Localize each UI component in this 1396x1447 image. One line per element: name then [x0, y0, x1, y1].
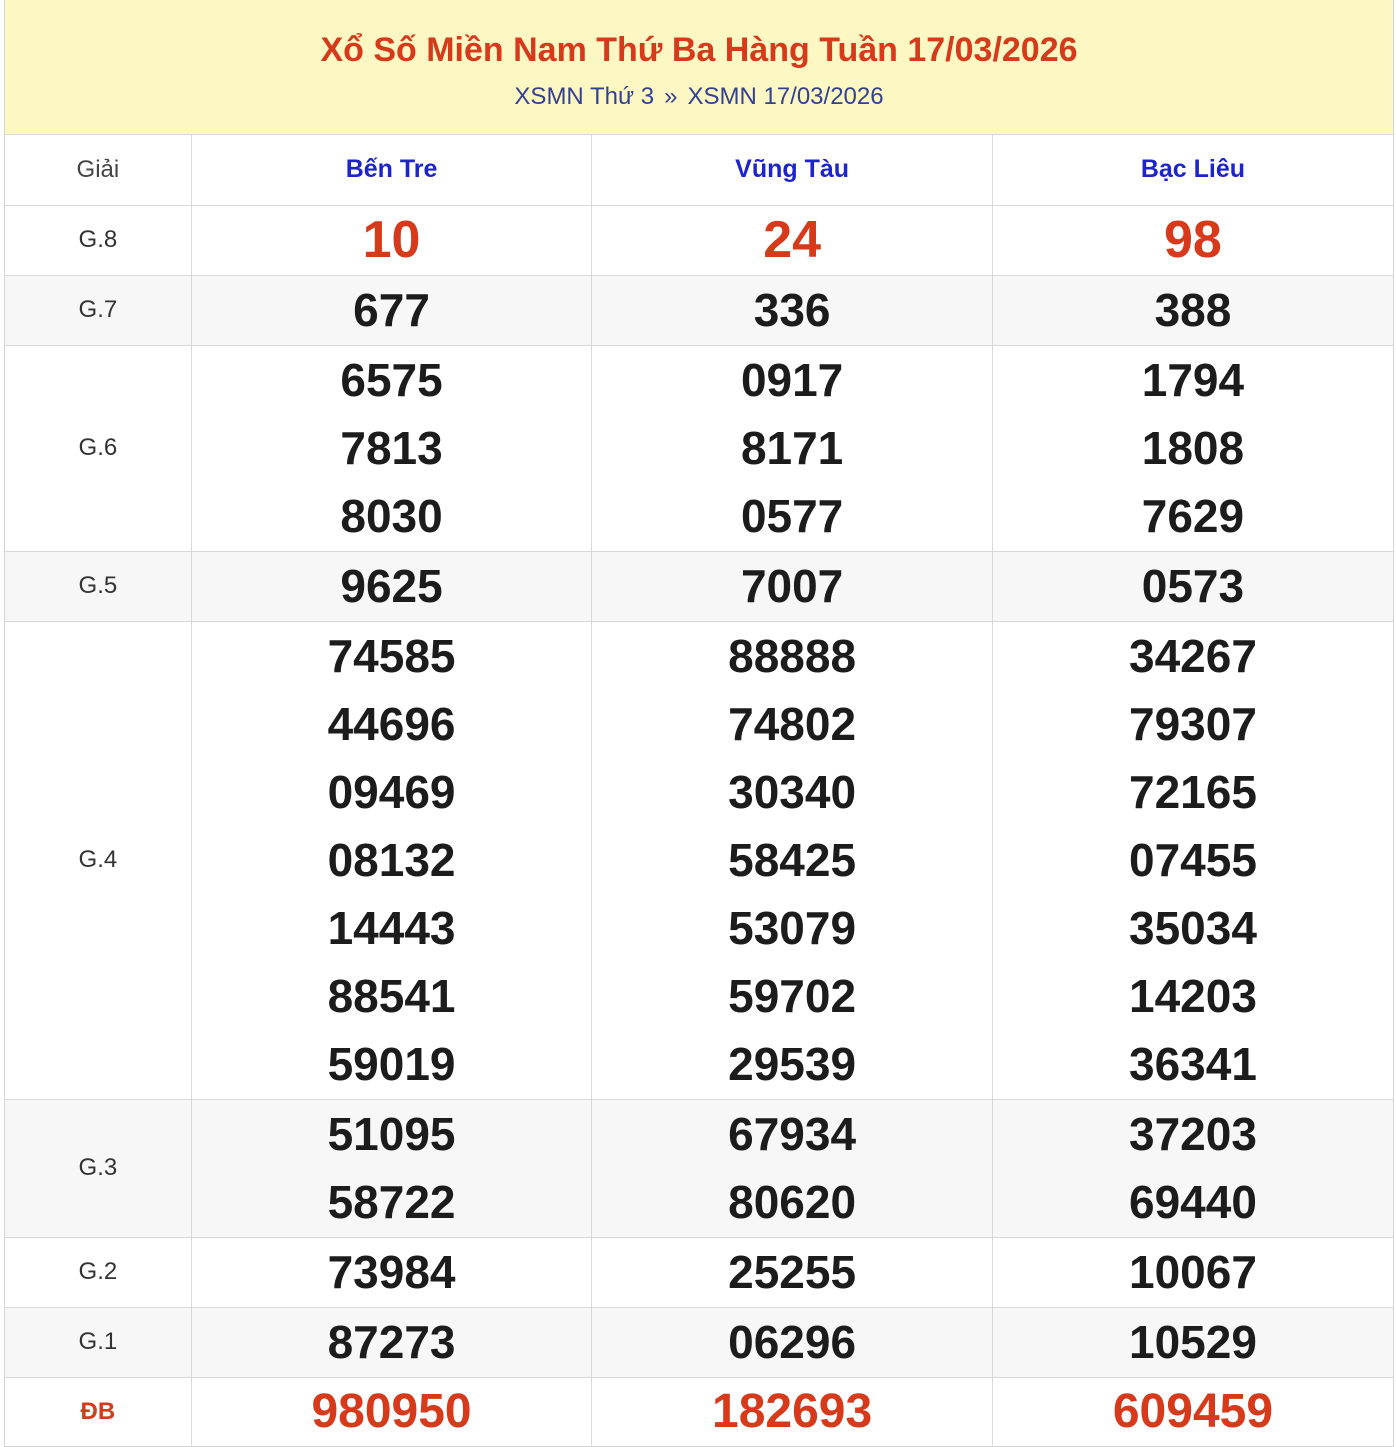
prize-label: ĐB	[5, 1377, 191, 1447]
result-cell-bac-lieu	[992, 1099, 1393, 1237]
result-cell-ben-tre	[191, 205, 592, 275]
result-number: 51095	[327, 1108, 456, 1160]
prize-label: G.4	[5, 621, 191, 1099]
result-number: 06296	[728, 1316, 857, 1368]
result-number: 182693	[712, 1385, 873, 1438]
result-cell-bac-lieu	[992, 345, 1393, 551]
result-cell-bac-lieu	[992, 621, 1393, 1099]
prize-label: G.6	[5, 345, 191, 551]
page-title: Xổ Số Miền Nam Thứ Ba Hàng Tuần 17/03/2026	[320, 31, 1078, 69]
breadcrumb-link-date[interactable]: XSMN 17/03/2026	[687, 83, 884, 110]
result-number: 10067	[1128, 1246, 1257, 1298]
result-cell-bac-lieu	[992, 275, 1393, 345]
result-number: 07455	[1128, 834, 1257, 886]
prize-label: G.1	[5, 1307, 191, 1377]
result-number: 980950	[311, 1385, 472, 1438]
result-cell-ben-tre	[191, 621, 592, 1099]
result-number: 9625	[340, 560, 443, 612]
prize-row	[5, 275, 1393, 345]
prize-column-header: Giải	[5, 135, 191, 205]
breadcrumb-link-weekday[interactable]: XSMN Thứ 3	[514, 83, 655, 110]
result-number: 7813	[340, 422, 443, 474]
result-number: 09469	[327, 766, 456, 818]
result-number: 37203	[1128, 1108, 1257, 1160]
results-table	[5, 135, 1393, 1447]
result-number: 44696	[327, 698, 456, 750]
result-number: 08132	[327, 834, 456, 886]
result-number: 59019	[327, 1038, 456, 1090]
result-cell-vung-tau	[592, 1237, 993, 1307]
result-number: 677	[353, 284, 430, 336]
result-cell-ben-tre	[191, 275, 592, 345]
result-number: 1808	[1141, 422, 1245, 474]
result-cell-vung-tau	[592, 551, 993, 621]
prize-label: G.2	[5, 1237, 191, 1307]
result-number: 30340	[728, 766, 857, 818]
result-number: 8171	[740, 422, 844, 474]
breadcrumb	[5, 82, 1393, 112]
result-number: 336	[753, 284, 831, 336]
prize-row	[5, 1099, 1393, 1237]
result-number: 0573	[1141, 560, 1245, 612]
result-cell-vung-tau	[592, 205, 993, 275]
results-panel	[4, 0, 1394, 1447]
prize-row	[5, 1237, 1393, 1307]
result-number: 58425	[728, 834, 857, 886]
result-number: 1794	[1141, 354, 1245, 406]
prize-row	[5, 1377, 1393, 1447]
result-cell-ben-tre	[191, 1099, 592, 1237]
result-number: 388	[1154, 284, 1232, 336]
result-cell-vung-tau	[592, 1307, 993, 1377]
prize-row	[5, 345, 1393, 551]
result-cell-ben-tre	[191, 1237, 592, 1307]
result-number: 87273	[327, 1316, 456, 1368]
prize-row	[5, 621, 1393, 1099]
result-cell-bac-lieu	[992, 551, 1393, 621]
province-header-vung-tau[interactable]: Vũng Tàu	[592, 135, 993, 205]
result-number: 7007	[740, 560, 844, 612]
result-number: 34267	[1128, 630, 1257, 682]
breadcrumb-separator: »	[664, 83, 678, 110]
result-number: 98	[1164, 211, 1222, 269]
result-number: 14443	[327, 902, 456, 954]
result-number: 29539	[728, 1038, 857, 1090]
prize-row	[5, 1307, 1393, 1377]
result-number: 7629	[1141, 490, 1245, 542]
prize-label: G.8	[5, 205, 191, 275]
result-cell-vung-tau	[592, 1099, 993, 1237]
prize-label: G.7	[5, 275, 191, 345]
result-number: 24	[763, 211, 822, 269]
result-cell-vung-tau	[592, 1377, 993, 1447]
result-cell-vung-tau	[592, 275, 993, 345]
result-number: 8030	[340, 490, 443, 542]
result-number: 0917	[740, 354, 844, 406]
result-cell-vung-tau	[592, 621, 993, 1099]
result-number: 73984	[327, 1246, 456, 1298]
result-number: 88888	[728, 630, 857, 682]
result-number: 6575	[340, 354, 443, 406]
result-number: 74585	[327, 630, 456, 682]
prize-row	[5, 551, 1393, 621]
result-number: 14203	[1128, 970, 1257, 1022]
prize-label: G.3	[5, 1099, 191, 1237]
result-number: 69440	[1128, 1176, 1257, 1228]
result-cell-vung-tau	[592, 345, 993, 551]
result-number: 10529	[1128, 1316, 1257, 1368]
province-header-bac-lieu[interactable]: Bạc Liêu	[992, 135, 1393, 205]
result-cell-bac-lieu	[992, 1307, 1393, 1377]
result-cell-bac-lieu	[992, 1377, 1393, 1447]
result-number: 0577	[740, 490, 844, 542]
results-header	[5, 0, 1393, 135]
result-cell-ben-tre	[191, 345, 592, 551]
result-number: 79307	[1128, 698, 1257, 750]
table-header-row	[5, 135, 1393, 205]
result-number: 59702	[728, 970, 857, 1022]
result-number: 35034	[1128, 902, 1257, 954]
result-cell-ben-tre	[191, 1307, 592, 1377]
result-number: 36341	[1128, 1038, 1257, 1090]
prize-row	[5, 205, 1393, 275]
result-number: 10	[362, 211, 421, 269]
result-number: 67934	[728, 1108, 857, 1160]
result-number: 58722	[327, 1176, 456, 1228]
result-number: 74802	[728, 698, 857, 750]
result-number: 25255	[728, 1246, 857, 1298]
result-number: 53079	[728, 902, 857, 954]
prize-label: G.5	[5, 551, 191, 621]
result-number: 88541	[327, 970, 456, 1022]
result-number: 72165	[1128, 766, 1257, 818]
result-cell-ben-tre	[191, 1377, 592, 1447]
result-number: 609459	[1112, 1385, 1274, 1438]
result-cell-bac-lieu	[992, 1237, 1393, 1307]
result-cell-bac-lieu	[992, 205, 1393, 275]
result-cell-ben-tre	[191, 551, 592, 621]
result-number: 80620	[728, 1176, 857, 1228]
province-header-ben-tre[interactable]: Bến Tre	[191, 135, 592, 205]
